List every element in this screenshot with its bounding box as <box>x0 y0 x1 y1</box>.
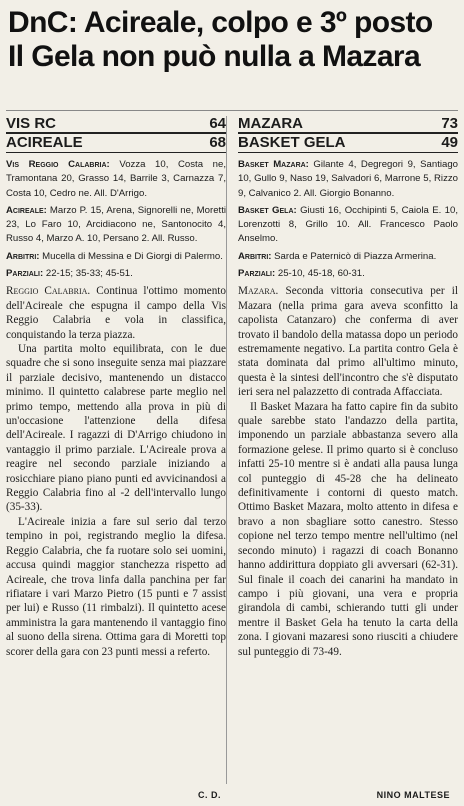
lineup-label: Basket Mazara: <box>238 159 309 170</box>
columns <box>6 116 458 786</box>
referees <box>6 250 226 264</box>
partials <box>6 267 226 281</box>
lineup-text: Giusti 16, Occhipinti 5, Caiola E. 10, Lorenzotti 8, Grillo 10. All. Francesco Paolo Anselmo. <box>238 204 458 245</box>
team-name: VIS RC <box>6 116 57 132</box>
partials-label: Parziali: <box>238 268 276 280</box>
partials-text: 25-10, 45-18, 60-31. <box>275 268 365 280</box>
referees-label: Arbitri: <box>6 250 40 262</box>
lineup-text: Gilante 4, Degregori 9, Santiago 10, Gullo 9, Naso 19, Salvadori 6, Marrone 5, Rizzo 9, Calvanico 2. All. Giorgio Bonanno. <box>238 159 458 199</box>
referees <box>238 250 458 264</box>
headline-line-1: DnC: Acireale, colpo e 3º posto <box>8 6 433 39</box>
team-score: 68 <box>209 134 226 151</box>
referees-text: Sarda e Paternicò di Piazza Armerina. <box>271 250 437 262</box>
left-column <box>6 116 226 786</box>
lineup-label: Acireale: <box>6 204 47 216</box>
right-column <box>238 116 458 786</box>
dateline: Reggio Calabria. <box>6 285 91 298</box>
paragraph-text: Seconda vittoria consecutiva per il Mazara (nella prima gara aveva sconfitto la capolista Catanzaro) che conferma di aver trovato il bandolo della matassa dopo un periodo estremamente negativo. La partita contro Gela è stata dominata dal primo all'ultimo minuto, questa è la sintesi dell'incontro che s'è disputato ieri sera nel palazzetto di contrada Affacciata. <box>238 285 458 399</box>
top-rule <box>6 110 458 111</box>
lineup-label: Basket Gela: <box>238 204 297 216</box>
signature-right: NINO MALTESE <box>376 790 450 800</box>
signature-left: C. D. <box>198 790 222 800</box>
paragraph: Una partita molto equilibrata, con le due squadre che si sono inseguite senza mai piazzare il parziale decisivo, mantenendo un distacco minimo. Il quintetto calabrese parte meglio nel primo tempo, mettendo alla prova in più di un'occasione l'attenzione della difesa dell'Acireale. I ragazzi di D'Arrigo chiudono in vantaggio il primo parziale. L'Acireale prova a reagire nel secondo parziale iniziando a rosicchiare piano piano punti ed avvicinandosi a Reggio Calabria fino al -2 dell'intervallo lungo (35-33). <box>6 343 226 514</box>
dateline: Mazara. <box>238 285 279 298</box>
team-name: MAZARA <box>238 116 303 132</box>
team-name: BASKET GELA <box>238 134 346 151</box>
lineup-text: Vozza 10, Costa ne, Tramontana 20, Grasso 14, Barrile 3, Carnazza 7, Costa 10, Cedro ne. All. D'Arrigo. <box>6 159 226 199</box>
paragraph <box>238 284 458 399</box>
paragraph: L'Acireale inizia a fare sul serio dal terzo tempino in poi, registrando meglio la difesa. Reggio Calabria, che fa ruotare solo sei uomini, accusa quindi maggior stanchezza rispetto ad Acireale, che trova linfa dalla panchina per far rifiatare i vari Marzo Pietro (15 punti e 7 assist per lui) e Russo (11 rimbalzi). Il quintetto acese amministra la gara mantenendo il vantaggio fino al suono della sirena. Ottima gara di Moretti top scorer della gara con 23 punti messi a referto. <box>6 515 226 658</box>
paragraph <box>6 284 226 342</box>
referees-text: Mucella di Messina e Di Giorgi di Palermo. <box>39 250 223 262</box>
lineup-basket-gela <box>238 204 458 247</box>
article-body-right <box>238 284 458 659</box>
team-name: ACIREALE <box>6 134 83 151</box>
lineup-vis-reggio <box>6 158 226 201</box>
lineup-basket-mazara <box>238 158 458 201</box>
lineup-acireale <box>6 204 226 247</box>
article-page <box>0 6 464 806</box>
score-row-vis-rc <box>6 116 226 134</box>
team-score: 49 <box>441 134 458 151</box>
score-row-acireale <box>6 135 226 153</box>
lineup-text: Marzo P. 15, Arena, Signorelli ne, Moretti 23, Lo Faro 10, Arcidiacono ne, Santonocito 4, Russo 4, Marzo A. 10, Persano 2. All. Russo. <box>6 204 226 245</box>
score-row-mazara <box>238 116 458 134</box>
team-score: 73 <box>441 116 458 132</box>
article-body-left <box>6 284 226 659</box>
paragraph-text: Continua l'ottimo momento dell'Acireale che espugna il campo della Vis Reggio Calabria e vola in classifica, conquistando la terza piazza. <box>6 285 226 341</box>
partials-label: Parziali: <box>6 268 44 280</box>
partials-text: 22-15; 35-33; 45-51. <box>43 268 133 280</box>
headline <box>8 6 458 74</box>
partials <box>238 267 458 281</box>
column-separator <box>226 116 227 784</box>
paragraph: Il Basket Mazara ha fatto capire fin da subito quale sarebbe stato l'andazzo della partita, imponendo un parziale abbastanza severo alla formazione gelese. Il primo quarto si è concluso infatti 25-10 mentre si è andati alla pausa lunga col punteggio di 45-28 che ha delineato definitivamente i contorni di questo match. Ottimo Basket Mazara, molto attento in difesa e bravo a non sbagliare sotto canestro. Stesso copione nel terzo tempo mentre nell'ultimo (nel secondo minuto) i ragazzi di coach Bonanno hanno addirittura doppiato gli avversari (62-31). Sul finale il coach dei canarini ha mandato in campo i più giovani, una vera e propria girandola di cambi, schierando tutti gli under mentre il Basket Gela ha tenuto la carta della zona. I giovani mazaresi sono riusciti a chiudere sul punteggio di 73-49. <box>238 400 458 658</box>
lineup-label: Vis Reggio Calabria: <box>6 159 110 170</box>
score-row-basket-gela <box>238 135 458 153</box>
referees-label: Arbitri: <box>238 250 272 262</box>
team-score: 64 <box>209 116 226 132</box>
headline-line-2: Il Gela non può nulla a Mazara <box>8 40 421 73</box>
